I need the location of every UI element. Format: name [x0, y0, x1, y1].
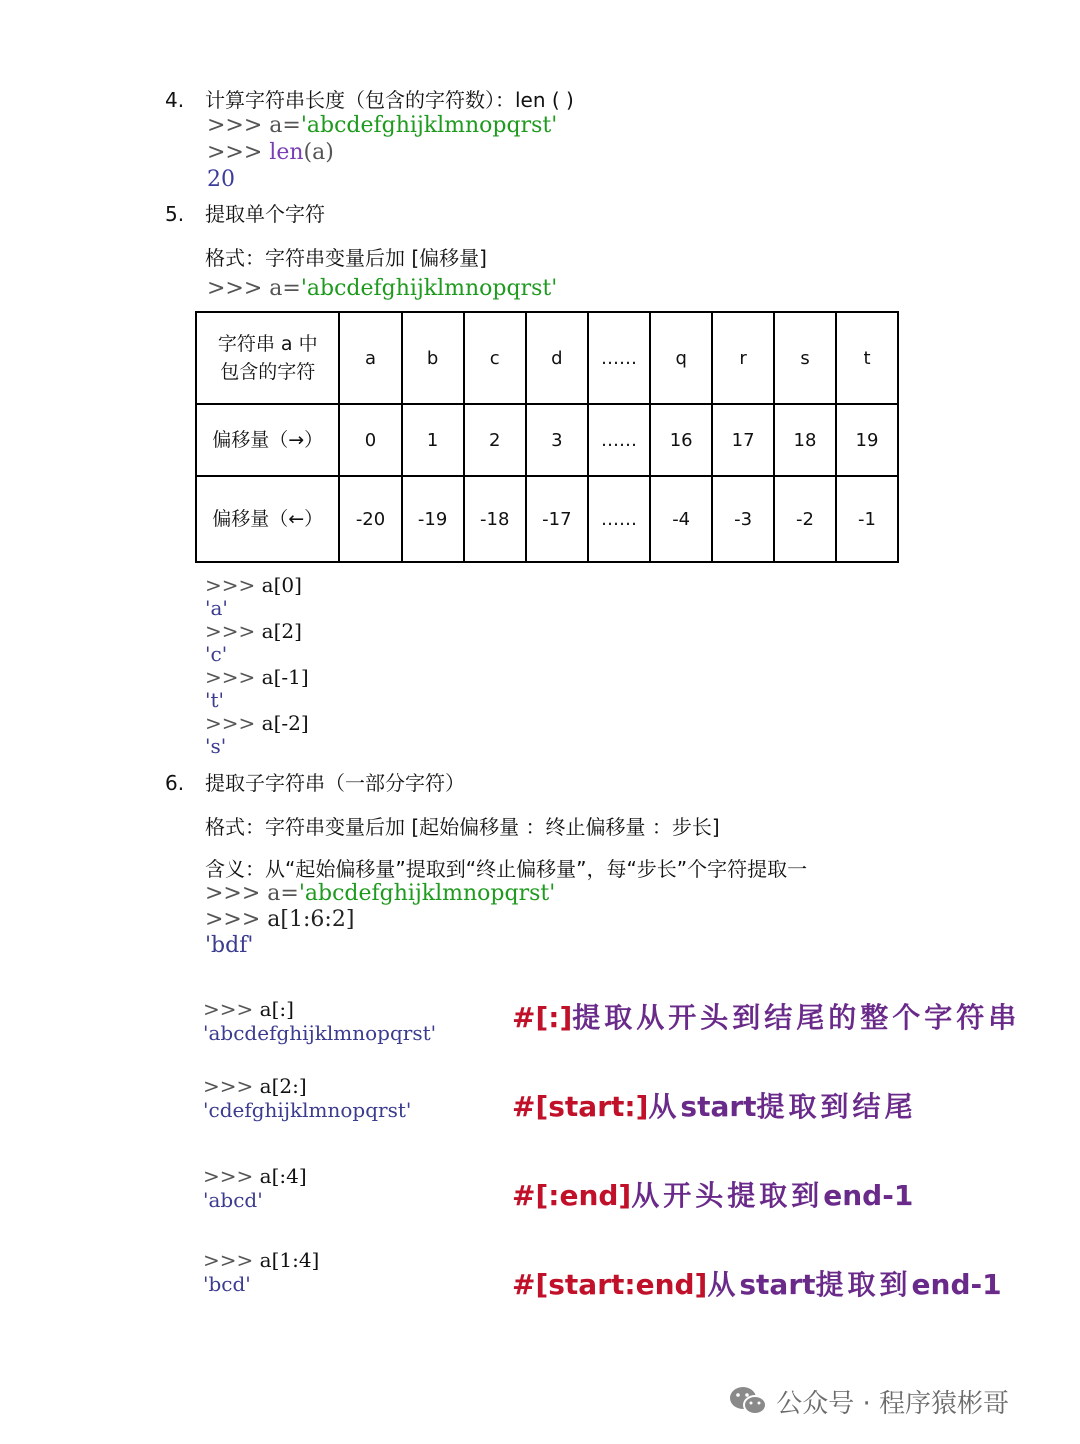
row-header: 偏移量（←） — [196, 476, 339, 562]
table-cell: …… — [588, 404, 650, 476]
table-cell: 2 — [464, 404, 526, 476]
table-cell: -18 — [464, 476, 526, 562]
meaning-line: 含义：从“起始偏移量”提取到“终止偏移量”，每“步长”个字符提取一 — [205, 857, 808, 881]
code-output: 'cdefghijklmnopqrst' — [203, 1098, 412, 1122]
string-literal: 'abcdefghijklmnopqrst' — [298, 881, 556, 906]
table-cell: 3 — [526, 404, 588, 476]
table-cell: -17 — [526, 476, 588, 562]
code-output: 't' — [205, 688, 225, 712]
table-cell: -3 — [712, 476, 774, 562]
format-line: 格式：字符串变量后加 [起始偏移量 ：终止偏移量 ：步长] — [205, 815, 720, 839]
table-cell: 0 — [339, 404, 401, 476]
code-text: a= — [262, 113, 301, 138]
code-output: 'bdf' — [205, 933, 254, 958]
code-output: 20 — [207, 167, 235, 192]
table-cell: t — [836, 312, 898, 404]
code-line: >>> a[1:6:2] — [205, 907, 355, 932]
table-cell: -1 — [836, 476, 898, 562]
table-cell: 19 — [836, 404, 898, 476]
code-line — [207, 140, 334, 165]
table-cell: a — [339, 312, 401, 404]
table-cell: s — [774, 312, 836, 404]
code-line: >>> a[0] — [205, 573, 302, 597]
table-cell: -20 — [339, 476, 401, 562]
section-number: 6. — [165, 771, 185, 795]
function-name: len — [262, 140, 304, 165]
code-text: a= — [262, 276, 301, 301]
table-cell: …… — [588, 476, 650, 562]
table-cell: r — [712, 312, 774, 404]
table-cell: …… — [588, 312, 650, 404]
string-literal: 'abcdefghijklmnopqrst' — [300, 276, 558, 301]
prompt: >>> — [207, 113, 263, 138]
wechat-icon — [728, 1384, 768, 1425]
table-row — [196, 312, 898, 404]
table-cell: -19 — [402, 476, 464, 562]
section-4-heading — [165, 84, 574, 113]
index-examples — [205, 574, 309, 758]
table-cell: 1 — [402, 404, 464, 476]
section-number: 5. — [165, 202, 185, 226]
code-line: >>> a[-2] — [205, 711, 309, 735]
slice-comment: #[:end]从开头提取到end-1 — [512, 1179, 914, 1212]
code-line: >>> a[1:4] — [203, 1248, 320, 1272]
section-number: 4. — [165, 88, 185, 112]
table-cell: 18 — [774, 404, 836, 476]
table-cell: c — [464, 312, 526, 404]
code-output: 'bcd' — [203, 1272, 251, 1296]
slice-example — [203, 1248, 319, 1296]
slice-example — [203, 1164, 307, 1212]
watermark-text: 公众号 · 程序猿彬哥 — [776, 1389, 1010, 1419]
row-header: 偏移量（→） — [196, 404, 339, 476]
table-cell: 17 — [712, 404, 774, 476]
string-literal: 'abcdefghijklmnopqrst' — [300, 113, 558, 138]
code-output: 'abcdefghijklmnopqrst' — [203, 1021, 437, 1045]
code-line — [207, 276, 557, 301]
offset-table — [195, 311, 899, 563]
format-line: 格式：字符串变量后加 [偏移量] — [205, 246, 487, 270]
code-text: (a) — [303, 140, 334, 165]
table-cell: d — [526, 312, 588, 404]
section-title: 提取子字符串（一部分字符） — [205, 771, 465, 795]
slice-example — [203, 997, 436, 1045]
section-title: 计算字符串长度（包含的字符数）：len ( ) — [205, 88, 574, 112]
row-header: 字符串 a 中 包含的字符 — [196, 312, 339, 404]
code-line: >>> a[-1] — [205, 665, 309, 689]
slice-example — [203, 1074, 411, 1122]
prompt: >>> — [207, 276, 263, 301]
table-cell: -2 — [774, 476, 836, 562]
table-row — [196, 404, 898, 476]
code-output: 'a' — [205, 596, 228, 620]
section-6-heading — [165, 767, 465, 796]
section-title: 提取单个字符 — [205, 202, 325, 226]
watermark — [728, 1383, 1009, 1425]
slice-comment: #[start:end]从start提取到end-1 — [512, 1268, 1002, 1301]
code-line: >>> a[2] — [205, 619, 302, 643]
slice-comment: #[start:]从start提取到结尾 — [512, 1090, 917, 1123]
table-cell: -4 — [650, 476, 712, 562]
code-output: 's' — [205, 734, 227, 758]
code-line — [207, 113, 557, 138]
slice-comment: #[:]提取从开头到结尾的整个字符串 — [512, 1001, 1021, 1034]
code-line: >>> a[2:] — [203, 1074, 307, 1098]
code-line: >>> a[:4] — [203, 1164, 307, 1188]
table-cell: 16 — [650, 404, 712, 476]
prompt: >>> — [207, 140, 263, 165]
code-line: >>> a[:] — [203, 997, 294, 1021]
code-output: 'c' — [205, 642, 228, 666]
table-cell: q — [650, 312, 712, 404]
table-row — [196, 476, 898, 562]
code-output: 'abcd' — [203, 1188, 263, 1212]
table-cell: b — [402, 312, 464, 404]
code-line: >>> a='abcdefghijklmnopqrst' — [205, 881, 556, 906]
section-5-heading — [165, 198, 325, 227]
